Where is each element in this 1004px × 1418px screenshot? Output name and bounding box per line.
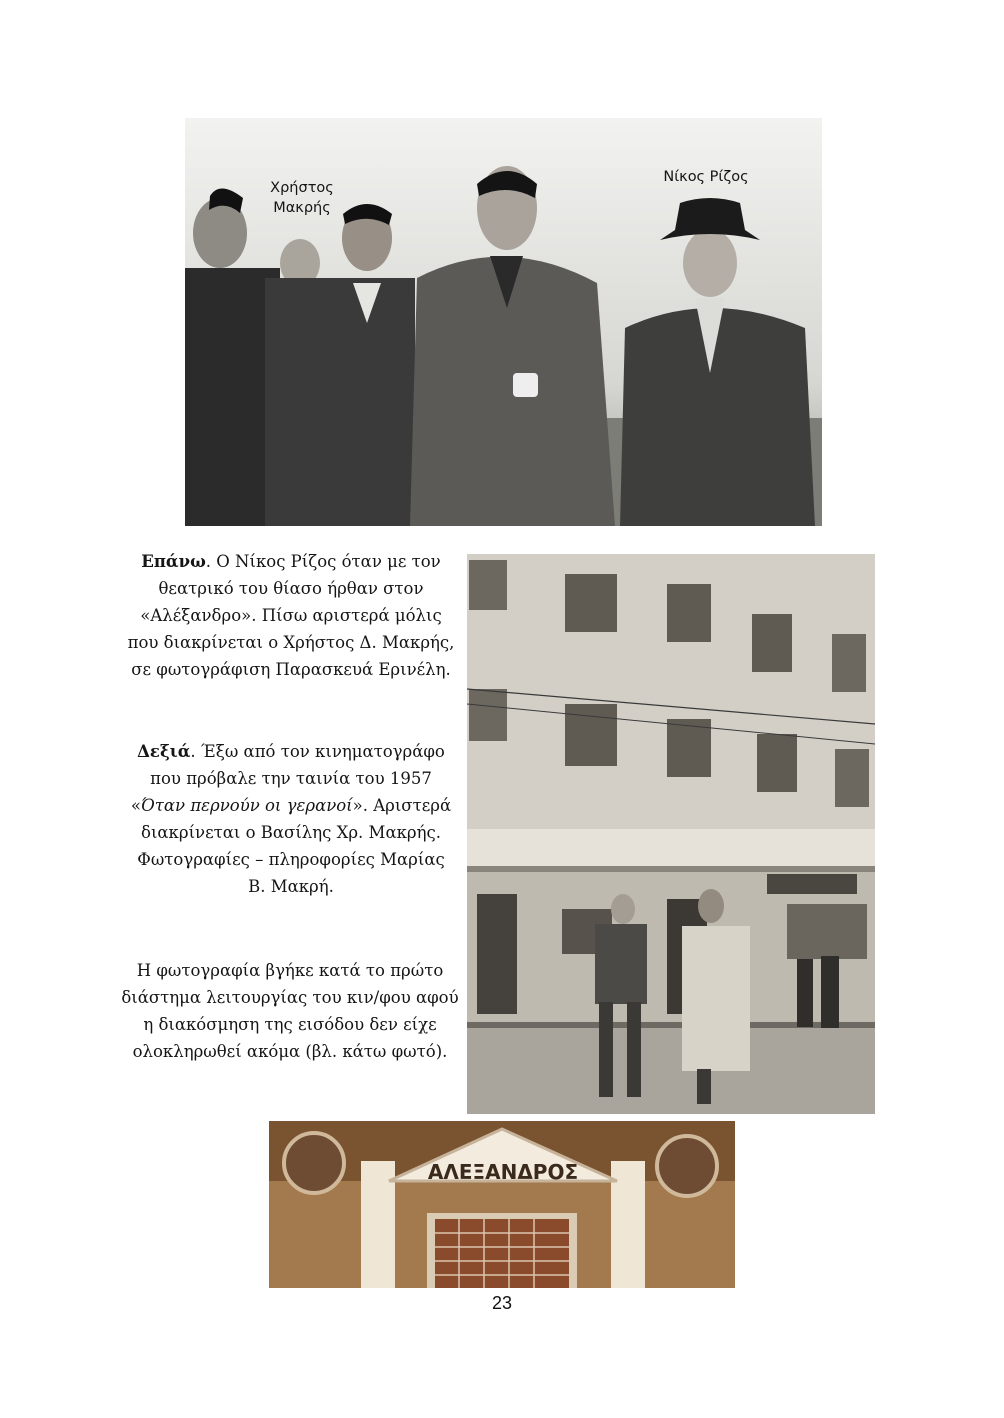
page-number: 23 [491, 1293, 513, 1313]
photo-cinema-entrance-image [269, 1121, 735, 1288]
caption-right-photo [126, 738, 456, 900]
caption-note: Η φωτογραφία βγήκε κατά το πρώτο διάστημα λειτουργίας του κιν/φου αφού η διακόσμηση της εισόδου δεν είχε ολοκληρωθεί ακόμα (βλ. κάτω φωτό). [121, 961, 459, 1061]
caption-right-text-before: . Έξω από τον κινηματογράφο που πρόβαλε την ταινία του 1957 « [130, 742, 445, 815]
photo-cinema-building [467, 554, 875, 1114]
caption-top-text: . Ο Νίκος Ρίζος όταν με τον θεατρικό του θίασο ήρθαν στον «Αλέξανδρο». Πίσω αριστερά μόλις που διακρίνεται ο Χρήστος Δ. Μακρής, σε φωτογράφιση Παρασκευά Ερινέλη. [127, 552, 455, 679]
photo-label-christos: Χρήστος Μακρής [270, 180, 334, 216]
caption-top-lead: Επάνω [141, 552, 206, 571]
caption-right-film-title: Όταν περνούν οι γερανοί [141, 796, 353, 815]
entrance-sign-text: ΑΛΕΞΑΝΔΡΟΣ [427, 1160, 579, 1184]
caption-top-photo [126, 548, 456, 683]
caption-right-lead: Δεξιά [137, 742, 191, 761]
caption-right-text-after: ». Αριστερά διακρίνεται ο Βασίλης Χρ. Μακρής. Φωτογραφίες – πληροφορίες Μαρίας Β. Μακρή. [137, 796, 452, 896]
photo-cinema-entrance [269, 1121, 735, 1288]
photo-cinema-building-image [467, 554, 875, 1114]
photo-label-nikos: Νίκος Ρίζος [663, 169, 749, 185]
